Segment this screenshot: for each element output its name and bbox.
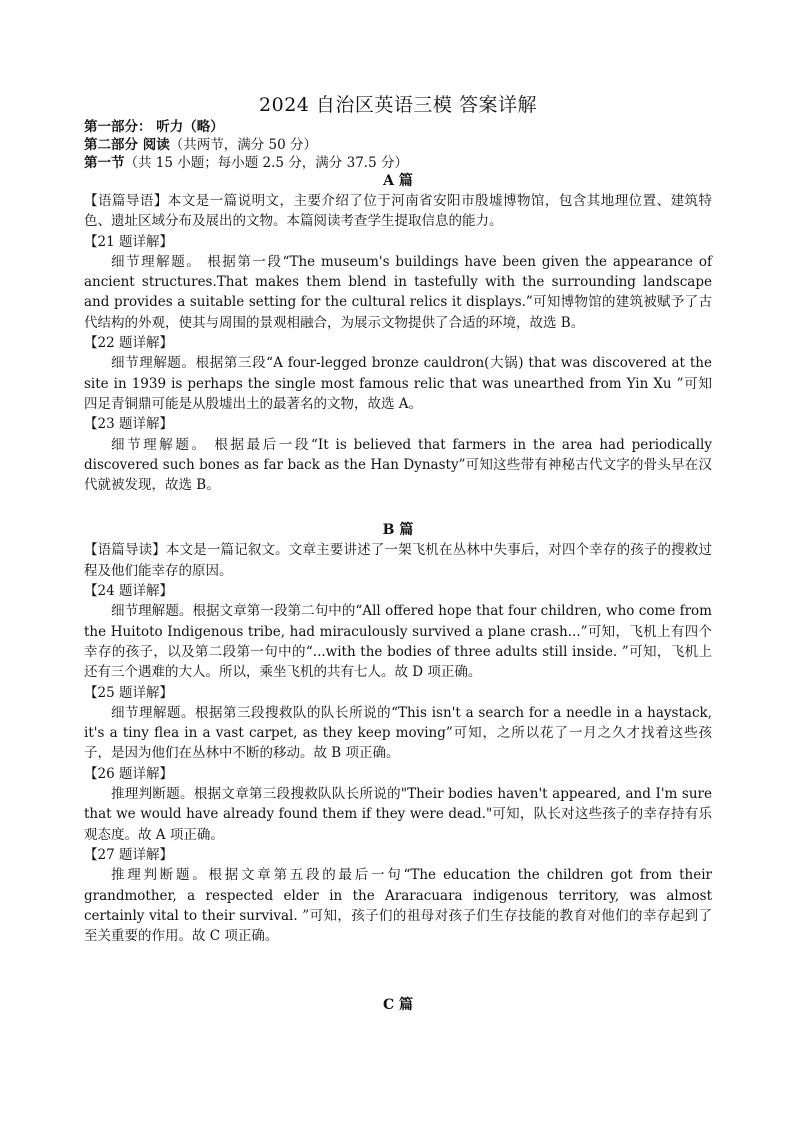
part1-label: 第一部分：	[84, 119, 152, 135]
section1-label: 第一节	[84, 155, 125, 171]
part1-content: 听力（略）	[156, 119, 224, 135]
part2-label: 第二部分 阅读	[84, 137, 170, 153]
passage-b-title: B 篇	[382, 522, 414, 539]
question-23-heading: 【23 题详解】	[84, 416, 173, 433]
passage-c-title: C 篇	[382, 997, 414, 1014]
part2-note: （共两节，满分 50 分）	[169, 137, 317, 153]
document-title: 2024 自治区英语三模 答案详解	[259, 94, 537, 116]
passage-a-guide: 【语篇导语】本文是一篇说明文，主要介绍了位于河南省安阳市殷墟博物馆，包含其地理位置、建筑特色、遗址区域分布及展出的文物。本篇阅读考查学生提取信息的能力。	[84, 193, 712, 230]
question-21-heading: 【21 题详解】	[84, 233, 173, 250]
question-22-explanation: 细节理解题。根据第三段“A four-legged bronze cauldron(大锅) that was discovered at the site in 1939 is perhaps the single most famous relic that was unearthed from Yin Xu ”可知四足青铜鼎可能是从殷墟出土的最著名的文物，故选 A。	[84, 355, 712, 412]
question-26-explanation: 推理判断题。根据文章第三段搜救队队长所说的"Their bodies haven't appeared, and I'm sure that we would have already found them if they were dead."可知，队长对这些孩子的幸存持有乐观态度。故 A 项正确。	[84, 786, 712, 843]
question-21-explanation: 细节理解题。 根据第一段“The museum's buildings have been given the appearance of ancient structures.That makes them blend in tastefully with the surrounding landscape and provides a suitable setting for the cultural relics it displays.”可知博物馆的建筑被赋予了古代结构的外观，使其与周围的景观相融合，为展示文物提供了合适的环境，故选 B。	[84, 253, 712, 331]
question-22-heading: 【22 题详解】	[84, 335, 173, 352]
question-25-explanation: 细节理解题。根据第三段搜救队的队长所说的“This isn't a search for a needle in a haystack, it's a tiny flea in a vast carpet, as they keep moving”可知，之所以花了一月之久才找着这些孩子，是因为他们在丛林中不断的移动。故 B 项正确。	[84, 704, 712, 762]
question-25-heading: 【25 题详解】	[84, 684, 173, 701]
question-24-explanation: 细节理解题。根据文章第一段第二句中的“All offered hope that four children, who come from the Huitoto Indigenous tribe, had miraculously survived a plane crash...”可知，飞机上有四个幸存的孩子，以及第二段第一句中的“...with the bodies of three adults still inside. ”可知，飞机上还有三个遇难的大人。所以，乘坐飞机的共有七人。故 D 项正确。	[84, 603, 712, 681]
question-27-heading: 【27 题详解】	[84, 846, 173, 863]
question-23-explanation: 细节理解题。 根据最后一段“It is believed that farmers in the area had periodically discovered such bones as far back as the Han Dynasty”可知这些带有神秘古代文字的骨头早在汉代就被发现，故选 B。	[84, 436, 712, 494]
question-24-heading: 【24 题详解】	[84, 583, 173, 600]
section1-line	[84, 154, 712, 172]
question-27-explanation: 推理判断题。根据文章第五段的最后一句“The education the children got from their grandmother, a respected elder in the Araracuara indigenous territory, was almost certainly vital to their survival. ”可知，孩子们的祖母对孩子们生存技能的教育对他们的幸存起到了至关重要的作用。故 C 项正确。	[84, 867, 712, 945]
spacer	[84, 946, 712, 996]
spacer	[84, 495, 712, 521]
part2-line	[84, 136, 712, 154]
question-26-heading: 【26 题详解】	[84, 765, 173, 782]
part1-line	[84, 118, 712, 136]
passage-b-guide: 【语篇导读】本文是一篇记叙文。文章主要讲述了一架飞机在丛林中失事后，对四个幸存的孩子的搜救过程及他们能幸存的原因。	[84, 542, 712, 579]
section1-note: （共 15 小题；每小题 2.5 分，满分 37.5 分）	[124, 155, 408, 171]
passage-a-title: A 篇	[383, 173, 413, 189]
